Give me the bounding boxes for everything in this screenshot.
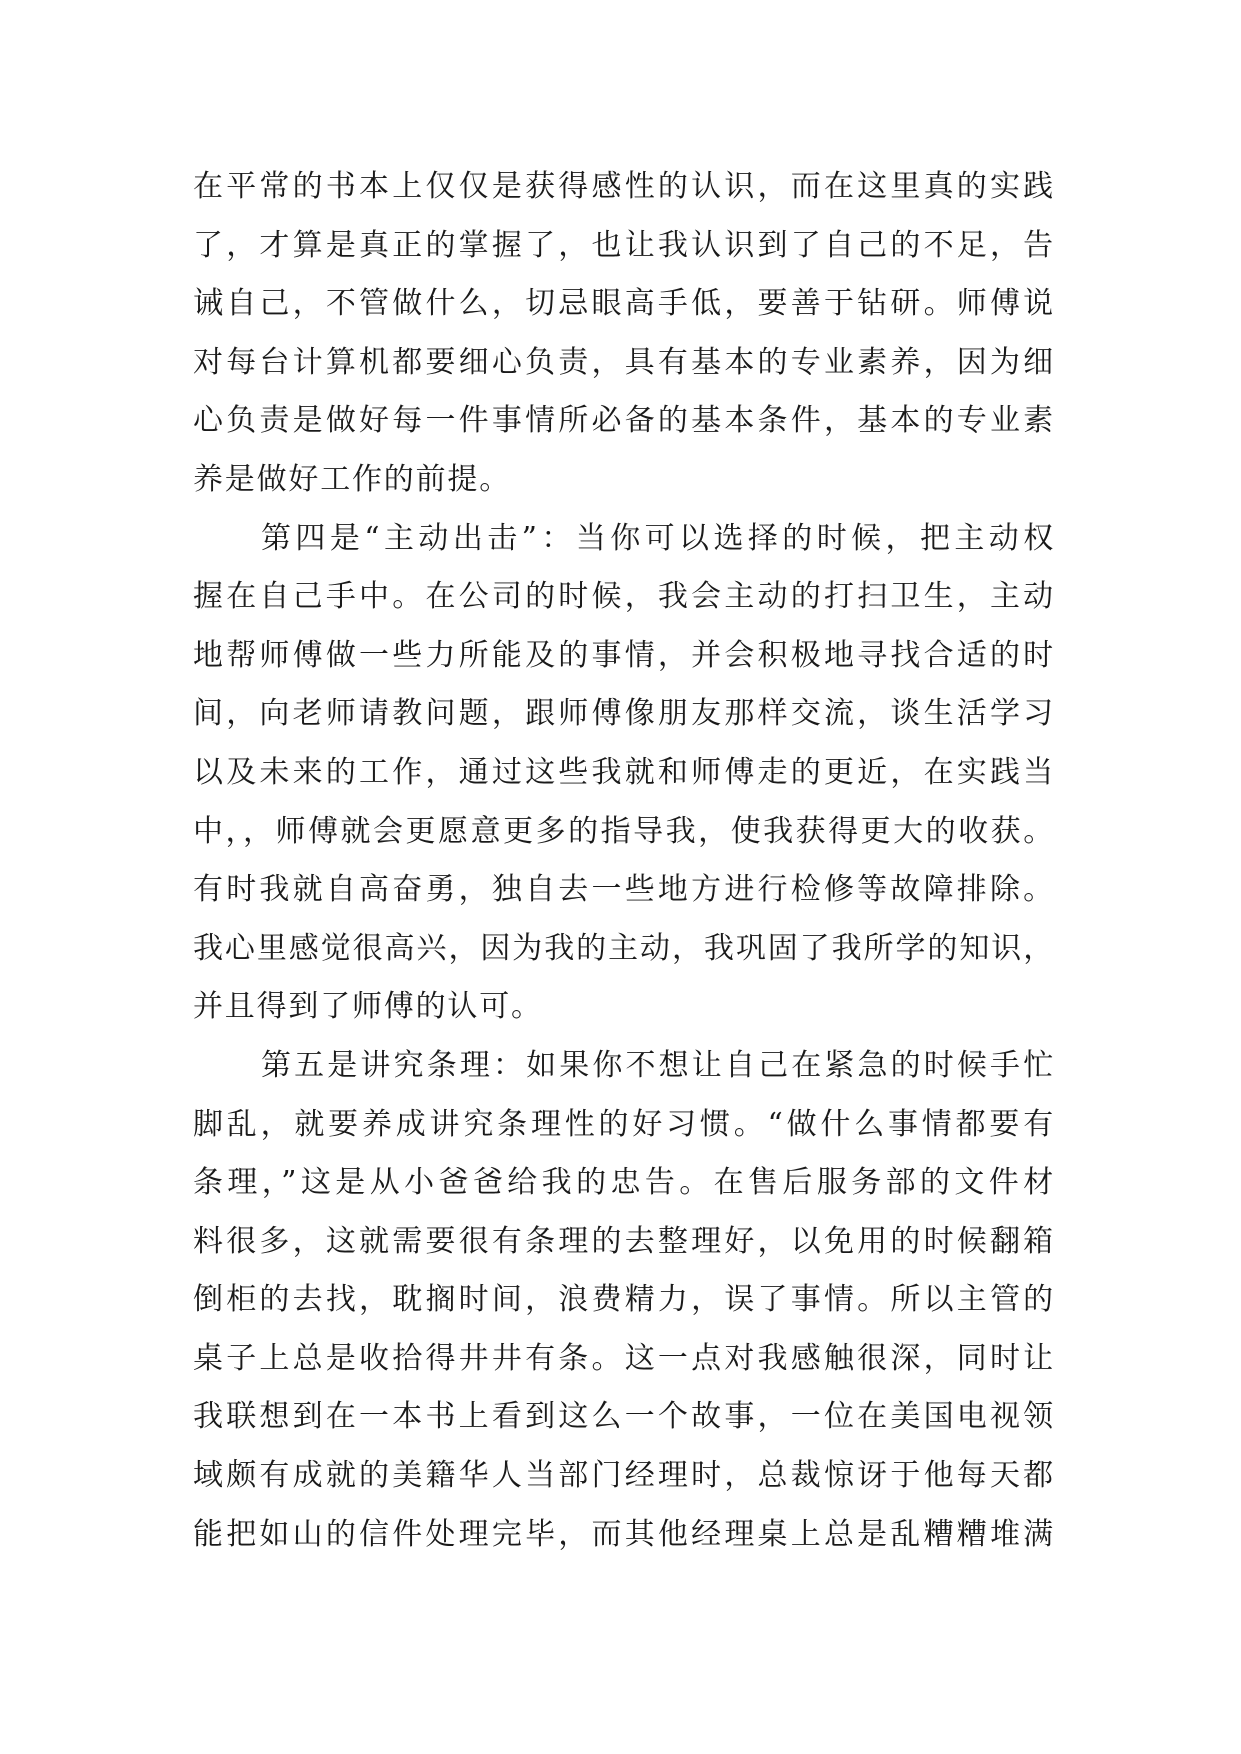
- text-line: 了，才算是真正的掌握了，也让我认识到了自己的不足，告: [193, 227, 1055, 263]
- text-line: 我心里感觉很高兴，因为我的主动，我巩固了我所学的知识，: [193, 930, 1055, 966]
- text-line: 握在自己手中。在公司的时候，我会主动的打扫卫生，主动: [193, 579, 1055, 615]
- text-line: 心负责是做好每一件事情所必备的基本条件，基本的专业素: [193, 403, 1055, 439]
- text-line: 域颇有成就的美籍华人当部门经理时，总裁惊讶于他每天都: [193, 1458, 1055, 1494]
- text-line: 以及未来的工作，通过这些我就和师傅走的更近，在实践当: [193, 754, 1055, 790]
- text-line: 能把如山的信件处理完毕，而其他经理桌上总是乱糟糟堆满: [193, 1516, 1055, 1552]
- text-line: 地帮师傅做一些力所能及的事情，并会积极地寻找合适的时: [193, 637, 1055, 673]
- text-line: 养是做好工作的前提。: [193, 461, 511, 497]
- text-line: 条理，”这是从小爸爸给我的忠告。在售后服务部的文件材: [193, 1165, 1055, 1201]
- text-line: 中，，师傅就会更愿意更多的指导我，使我获得更大的收获。: [193, 813, 1055, 849]
- text-line: 对每台计算机都要细心负责，具有基本的专业素养，因为细: [193, 344, 1055, 380]
- text-line: 有时我就自高奋勇，独自去一些地方进行检修等故障排除。: [193, 872, 1055, 908]
- paragraph-first-line: 第五是讲究条理：如果你不想让自己在紧急的时候手忙: [261, 1047, 1055, 1083]
- text-line: 脚乱，就要养成讲究条理性的好习惯。“做什么事情都要有: [193, 1106, 1055, 1142]
- text-line: 在平常的书本上仅仅是获得感性的认识，而在这里真的实践: [193, 169, 1055, 204]
- document-body: [193, 158, 1055, 1564]
- text-line: 诫自己，不管做什么，切忌眼高手低，要善于钻研。师傅说: [193, 286, 1055, 322]
- text-line: 桌子上总是收拾得井井有条。这一点对我感触很深，同时让: [193, 1340, 1055, 1376]
- text-line: 并且得到了师傅的认可。: [193, 989, 543, 1025]
- text-line: 间，向老师请教问题，跟师傅像朋友那样交流，谈生活学习: [193, 696, 1055, 732]
- text-line: 倒柜的去找，耽搁时间，浪费精力，误了事情。所以主管的: [193, 1282, 1055, 1318]
- text-line: 料很多，这就需要很有条理的去整理好，以免用的时候翻箱: [193, 1223, 1055, 1259]
- text-line: 我联想到在一本书上看到这么一个故事，一位在美国电视领: [193, 1399, 1055, 1435]
- paragraph-first-line: 第四是“主动出击”：当你可以选择的时候，把主动权: [261, 520, 1055, 556]
